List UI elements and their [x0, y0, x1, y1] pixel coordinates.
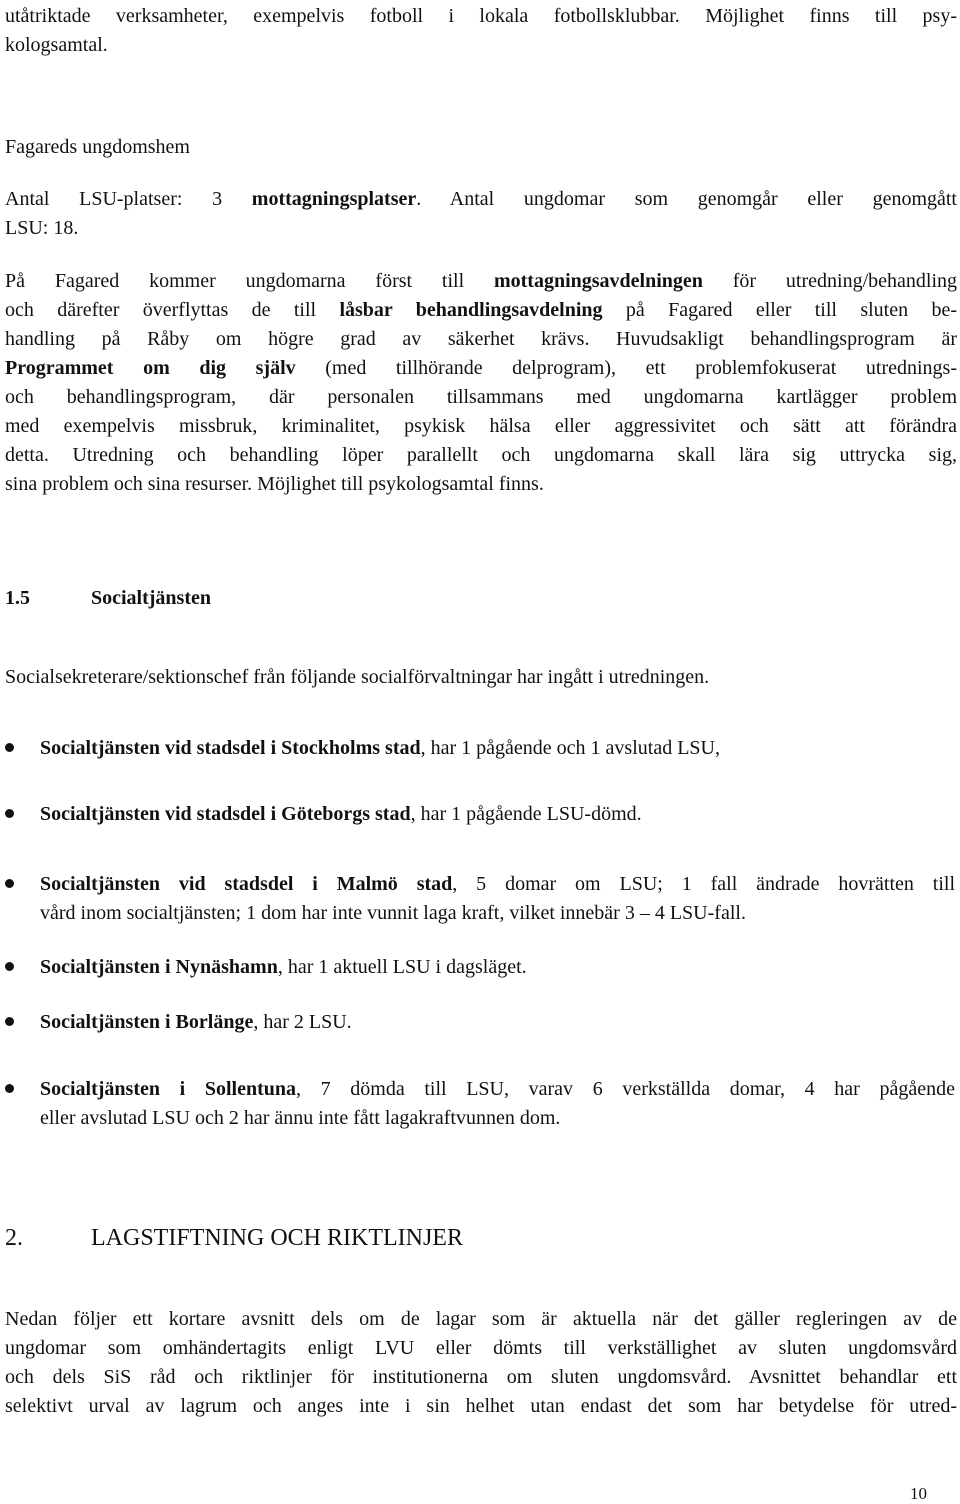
- fagared-l1-a: På Fagared kommer ungdomarna först till: [5, 270, 494, 292]
- list-item-line-2: eller avslutad LSU och 2 har ännu inte fått lagakraftvunnen dom.: [40, 1107, 561, 1129]
- list-item-text: , har 1 pågående LSU-dömd.: [410, 803, 642, 825]
- list-item-text: , 7 dömda till LSU, varav 6 verkställda domar, 4 har pågående: [295, 1078, 955, 1100]
- fagared-l4-b: (med tillhörande delprogram), ett problemfokuserat utrednings-: [295, 357, 957, 379]
- fagared-l1-bold: mottagningsavdelningen: [493, 270, 703, 292]
- section-2-number: 2.: [5, 1225, 23, 1251]
- fagared-l2-c: på Fagared eller till sluten be-: [602, 299, 957, 321]
- list-item-text: , 5 domar om LSU; 1 fall ändrade hovrätten till: [452, 873, 956, 895]
- section-2-line-1: Nedan följer ett kortare avsnitt dels om de lagar som är aktuella när det gäller regleringen av de: [5, 1308, 957, 1330]
- fagared-l4-bold: Programmet om dig själv: [5, 357, 296, 379]
- fagared-l1-c: för utredning/behandling: [702, 270, 957, 292]
- fagared-line-8: sina problem och sina resurser. Möjlighet till psykologsamtal finns.: [5, 473, 544, 495]
- places-line-2: LSU: 18.: [5, 217, 79, 239]
- section-2-heading: [5, 1222, 957, 1254]
- fagared-line-1: [5, 267, 957, 296]
- section-1-5-intro-line: Socialsekreterare/sektionschef från följande socialförvaltningar har ingått i utredningen.: [5, 666, 710, 688]
- fagared-line-7: detta. Utredning och behandling löper parallellt och ungdomarna skall lära sig uttrycka sig,: [5, 444, 957, 466]
- list-item-line-2: vård inom socialtjänsten; 1 dom har inte vunnit laga kraft, vilket innebär 3 – 4 LSU-fall.: [40, 902, 746, 924]
- section-1-5-intro: [5, 663, 957, 692]
- section-1-5-heading: [5, 584, 957, 613]
- list-item-text: , har 1 pågående och 1 avslutad LSU,: [420, 737, 720, 759]
- places-line-1: [5, 185, 957, 214]
- bullet-icon: [5, 879, 14, 888]
- section-2-paragraph: [5, 1305, 957, 1421]
- list-item-bold: Socialtjänsten i Borlänge: [40, 1011, 254, 1033]
- places-text-c: . Antal ungdomar som genomgår eller genomgått: [416, 188, 957, 210]
- bullet-icon: [5, 1017, 14, 1026]
- list-item-bold: Socialtjänsten vid stadsdel i Stockholms stad: [40, 737, 421, 759]
- section-1-5-number: 1.5: [5, 587, 30, 609]
- fagared-paragraph: [5, 267, 957, 499]
- fagared-l2-a: och därefter överflyttas de till: [5, 299, 340, 321]
- list-item-bold: Socialtjänsten i Sollentuna: [40, 1078, 296, 1100]
- list-item-bold: Socialtjänsten vid stadsdel i Malmö stad: [40, 873, 453, 895]
- places-text-bold: mottagningsplatser: [251, 188, 417, 210]
- list-item-bold: Socialtjänsten vid stadsdel i Göteborgs stad: [40, 803, 411, 825]
- section-2-title: LAGSTIFTNING OCH RIKTLINJER: [91, 1225, 463, 1251]
- bullet-icon: [5, 1084, 14, 1093]
- section-2-line-4: selektivt urval av lagrum och anges inte i sin helhet utan endast det som har betydelse för utred-: [5, 1395, 957, 1417]
- page-number: 10: [910, 1484, 927, 1503]
- bullet-icon: [5, 743, 14, 752]
- places-text-a: Antal LSU-platser: 3: [5, 188, 252, 210]
- fagared-line-3: handling på Råby om högre grad av säkerhet krävs. Huvudsakligt behandlingsprogram är: [5, 328, 957, 350]
- fagared-line-4: [5, 354, 957, 383]
- intro-paragraph: [5, 2, 957, 60]
- intro-line-2: kologsamtal.: [5, 34, 108, 56]
- fagared-l2-bold: låsbar behandlingsavdelning: [339, 299, 603, 321]
- section-2-line-2: ungdomar som omhändertagits enligt LVU eller dömts till verkställighet av sluten ungdomsvård: [5, 1337, 957, 1359]
- fagared-line-2: [5, 296, 957, 325]
- intro-line-1: utåtriktade verksamheter, exempelvis fotboll i lokala fotbollsklubbar. Möjlighet finns till psy-: [5, 5, 957, 27]
- fagared-line-5: och behandlingsprogram, där personalen tillsammans med ungdomarna kartlägger problem: [5, 386, 957, 408]
- section-1-5-title: Socialtjänsten: [91, 587, 211, 609]
- section-2-line-3: och dels SiS råd och riktlinjer för institutionerna om sluten ungdomsvård. Avsnittet behandlar ett: [5, 1366, 957, 1388]
- list-item-text: , har 1 aktuell LSU i dagsläget.: [277, 956, 527, 978]
- bullet-icon: [5, 962, 14, 971]
- bullet-icon: [5, 809, 14, 818]
- list-item-text: , har 2 LSU.: [253, 1011, 352, 1033]
- list-item-bold: Socialtjänsten i Nynäshamn: [40, 956, 278, 978]
- fagared-title: Fagareds ungdomshem: [5, 136, 190, 158]
- fagared-places-paragraph: [5, 185, 957, 243]
- fagared-title-block: [5, 133, 957, 162]
- fagared-line-6: med exempelvis missbruk, kriminalitet, psykisk hälsa eller aggressivitet och sätt att förändra: [5, 415, 957, 437]
